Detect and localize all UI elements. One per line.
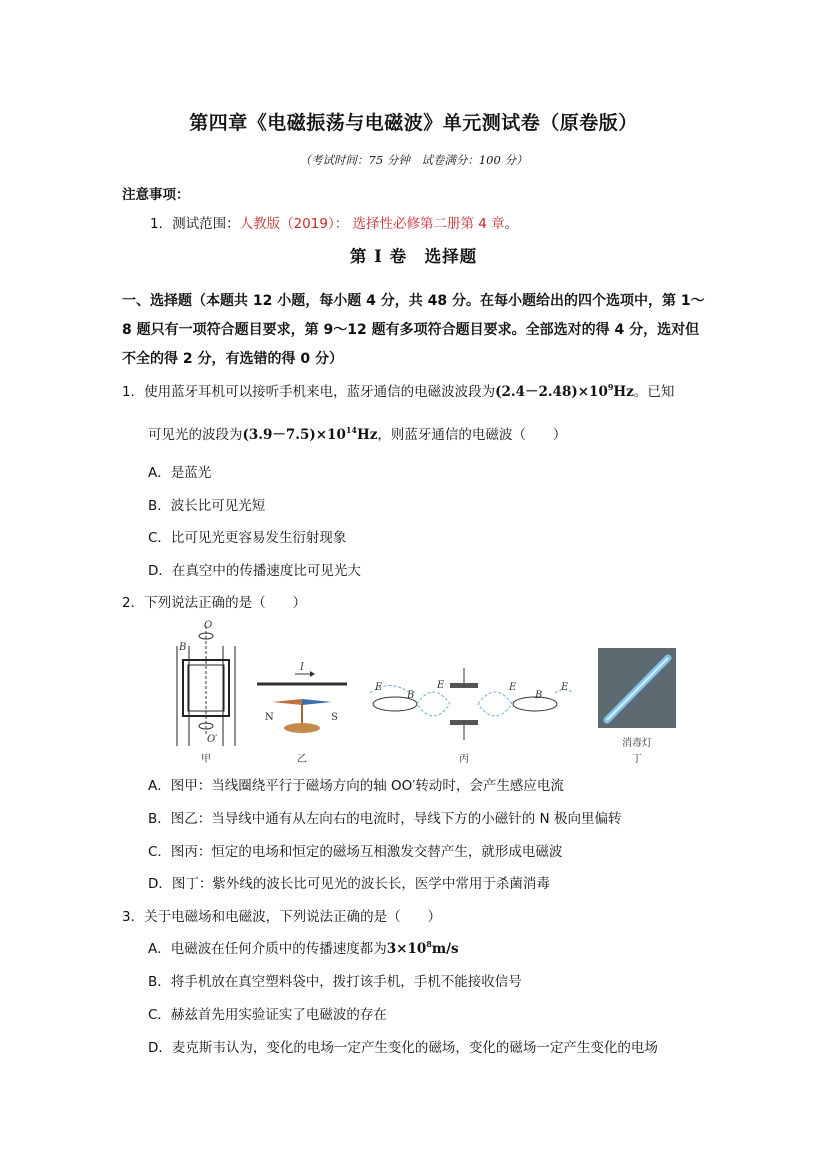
q3-option-d: D．麦克斯韦认为，变化的电场一定产生变化的磁场，变化的磁场一定产生变化的电场 bbox=[148, 1040, 658, 1056]
e-field-curve bbox=[417, 692, 450, 716]
axis-o-label: O bbox=[204, 620, 213, 631]
q1-formula-a-unit: Hz bbox=[613, 384, 634, 400]
q2-stem: 2．下列说法正确的是（ ） bbox=[122, 595, 307, 611]
q3-formula-base: 3×10 bbox=[386, 941, 427, 957]
figure-label-jia: 甲 bbox=[201, 754, 211, 765]
page-title: 第四章《电磁振荡与电磁波》单元测试卷（原卷版） bbox=[189, 112, 638, 134]
exam-info: （考试时间：75 分钟 试卷满分：100 分） bbox=[299, 153, 528, 167]
axis-o-prime-label: O′ bbox=[207, 734, 218, 745]
instruction-line-1: 一、选择题（本题共 12 小题，每小题 4 分，共 48 分。在每小题给出的四个选项中，第 1～ bbox=[122, 293, 705, 309]
wave-b-label: B bbox=[407, 690, 415, 701]
q2-option-c: C．图丙：恒定的电场和恒定的磁场互相激发交替产生，就形成电磁波 bbox=[148, 844, 563, 860]
q1-formula-b-base: (3.9－7.5)×10 bbox=[242, 427, 346, 443]
q2-figure bbox=[165, 618, 685, 768]
q1-option-b: B．波长比可见光短 bbox=[148, 498, 266, 514]
q1-option-d: D．在真空中的传播速度比可见光大 bbox=[148, 563, 361, 579]
q1-stem-line-2 bbox=[148, 423, 566, 443]
q2-option-a: A．图甲：当线圈绕平行于磁场方向的轴 OO′转动时，会产生感应电流 bbox=[148, 778, 564, 794]
q1-stem-line-1 bbox=[122, 380, 674, 400]
wave-b-label: B bbox=[535, 690, 543, 701]
q2-option-b: B．图乙：当导线中通有从左向右的电流时，导线下方的小磁针的 N 极向里偏转 bbox=[148, 811, 622, 827]
south-label: S bbox=[331, 712, 338, 723]
north-label: N bbox=[265, 712, 274, 723]
current-arrowhead-icon bbox=[310, 671, 315, 677]
figure-label-ding: 丁 bbox=[632, 754, 642, 765]
needle-south-icon bbox=[302, 699, 332, 705]
q1-visible-band bbox=[243, 427, 378, 443]
q1-stem-text: 1．使用蓝牙耳机可以接听手机来电，蓝牙通信的电磁波波段为 bbox=[122, 384, 496, 400]
q3-option-a-text: A．电磁波在任何介质中的传播速度都为 bbox=[148, 941, 387, 957]
figure-bing bbox=[370, 668, 573, 765]
q1-option-a: A．是蓝光 bbox=[148, 465, 212, 481]
wave-e-label: E bbox=[375, 682, 383, 693]
section-title: 第 I 卷 选择题 bbox=[349, 247, 478, 266]
q1-stem-b: 可见光的波段为 bbox=[148, 427, 243, 443]
figure-label-yi: 乙 bbox=[297, 754, 307, 765]
scope-prefix: 1．测试范围： bbox=[150, 216, 240, 232]
test-scope bbox=[150, 212, 518, 232]
capacitor-plate bbox=[450, 683, 478, 688]
e-field-curve bbox=[478, 692, 512, 716]
q3-option-c: C．赫兹首先用实验证实了电磁波的存在 bbox=[148, 1007, 387, 1023]
q1-formula-a-exp: 9 bbox=[607, 382, 614, 392]
q1-stem-b-tail: ，则蓝牙通信的电磁波（ ） bbox=[377, 427, 567, 443]
q3-speed-formula bbox=[387, 941, 459, 957]
instruction-line-2: 8 题只有一项符合题目要求，第 9～12 题有多项符合题目要求。全部选对的得 4 分，选对但 bbox=[122, 322, 700, 338]
scope-textbook: 人教版（2019）： 选择性必修第二册第 4 章 bbox=[239, 216, 505, 232]
q1-stem-tail: 。已知 bbox=[633, 384, 675, 400]
q3-formula-unit: m/s bbox=[431, 941, 459, 957]
q1-bluetooth-band bbox=[495, 384, 634, 400]
scope-suffix: 。 bbox=[504, 216, 519, 232]
figure-ding bbox=[598, 648, 676, 765]
field-b-label: B bbox=[179, 642, 187, 653]
lamp-label: 消毒灯 bbox=[622, 738, 652, 749]
q3-option-b: B．将手机放在真空塑料袋中，拨打该手机，手机不能接收信号 bbox=[148, 974, 522, 990]
figure-yi bbox=[257, 662, 347, 765]
q2-option-d: D．图丁：紫外线的波长比可见光的波长长，医学中常用于杀菌消毒 bbox=[148, 876, 550, 892]
figure-label-bing: 丙 bbox=[459, 754, 469, 765]
figure-jia bbox=[177, 620, 235, 765]
q1-option-c: C．比可见光更容易发生衍射现象 bbox=[148, 530, 347, 546]
q3-stem: 3．关于电磁场和电磁波，下列说法正确的是（ ） bbox=[122, 909, 442, 925]
current-label: I bbox=[300, 662, 304, 673]
instruction-line-3: 不全的得 2 分，有选错的得 0 分） bbox=[122, 351, 343, 367]
notes-heading: 注意事项： bbox=[122, 187, 190, 203]
q1-formula-a-base: (2.4－2.48)×10 bbox=[495, 384, 608, 400]
wave-e-label: E bbox=[437, 680, 445, 691]
needle-north-icon bbox=[272, 699, 302, 705]
capacitor-plate bbox=[450, 720, 478, 725]
compass-base bbox=[284, 723, 320, 733]
q1-formula-b-unit: Hz bbox=[357, 427, 378, 443]
q3-option-a bbox=[148, 937, 459, 957]
q3-formula-exp: 8 bbox=[426, 939, 432, 949]
wave-e-label: E bbox=[509, 682, 517, 693]
wave-e-label: E bbox=[561, 682, 569, 693]
q1-formula-b-exp: 14 bbox=[345, 425, 357, 435]
